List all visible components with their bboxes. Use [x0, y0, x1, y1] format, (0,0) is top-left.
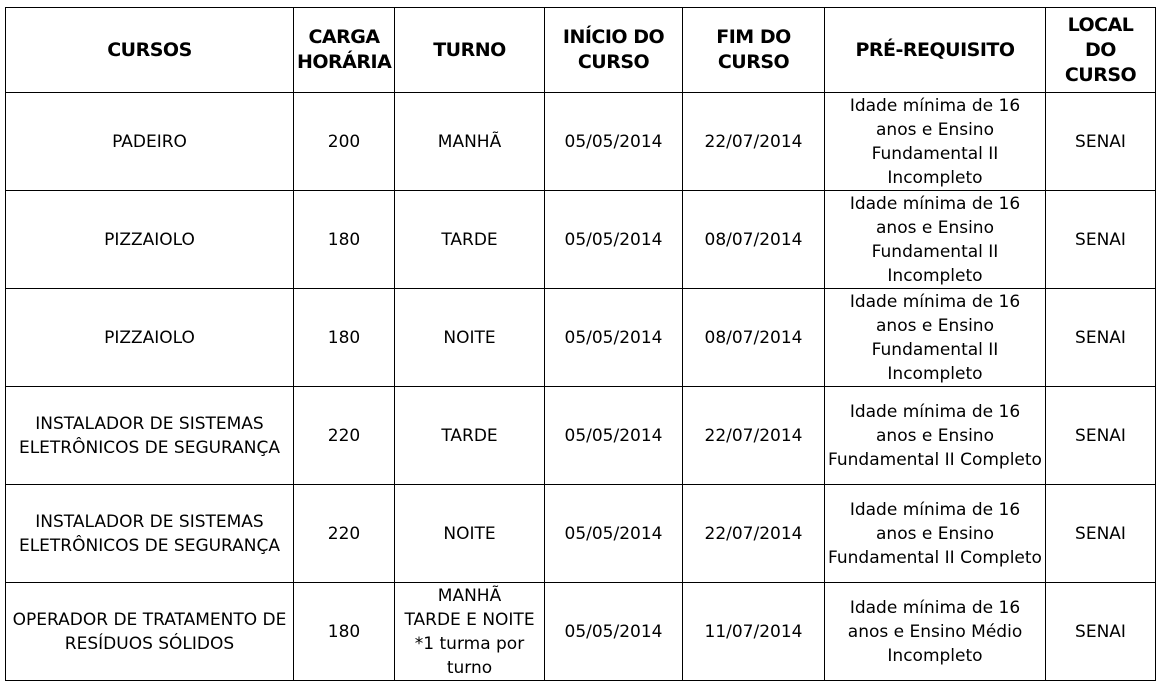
cell-fim: 08/07/2014: [683, 289, 825, 387]
courses-table: [5, 7, 1156, 681]
turno-line: TARDE E NOITE: [404, 609, 535, 630]
header-carga-horaria: CARGA HORÁRIA: [294, 8, 395, 93]
cell-local: SENAI: [1046, 583, 1156, 681]
cell-fim: 22/07/2014: [683, 93, 825, 191]
cell-curso: INSTALADOR DE SISTEMAS ELETRÔNICOS DE SEGURANÇA: [6, 485, 294, 583]
cell-curso: PIZZAIOLO: [6, 289, 294, 387]
cell-inicio: 05/05/2014: [545, 191, 683, 289]
cell-turno: TARDE: [395, 191, 545, 289]
table-row: [6, 191, 1156, 289]
table-row: [6, 289, 1156, 387]
cell-prerequisito: Idade mínima de 16 anos e Ensino Fundamental II Incompleto: [825, 93, 1046, 191]
header-pre-requisito: PRÉ-REQUISITO: [825, 8, 1046, 93]
cell-curso: PADEIRO: [6, 93, 294, 191]
cell-curso: PIZZAIOLO: [6, 191, 294, 289]
header-fim-do-curso: FIM DO CURSO: [683, 8, 825, 93]
table-row: [6, 93, 1156, 191]
cell-local: SENAI: [1046, 289, 1156, 387]
cell-fim: 22/07/2014: [683, 387, 825, 485]
cell-curso: INSTALADOR DE SISTEMAS ELETRÔNICOS DE SEGURANÇA: [6, 387, 294, 485]
cell-carga: 220: [294, 485, 395, 583]
cell-prerequisito: Idade mínima de 16 anos e Ensino Médio Incompleto: [825, 583, 1046, 681]
cell-carga: 180: [294, 583, 395, 681]
turno-line: MANHÃ: [437, 585, 502, 606]
cell-local: SENAI: [1046, 93, 1156, 191]
cell-turno: TARDE: [395, 387, 545, 485]
turno-note: *1 turma por turno: [414, 633, 525, 678]
cell-turno: NOITE: [395, 485, 545, 583]
cell-carga: 220: [294, 387, 395, 485]
cell-inicio: 05/05/2014: [545, 485, 683, 583]
header-turno: TURNO: [395, 8, 545, 93]
cell-local: SENAI: [1046, 387, 1156, 485]
cell-fim: 11/07/2014: [683, 583, 825, 681]
cell-turno: MANHÃ: [395, 93, 545, 191]
cell-prerequisito: Idade mínima de 16 anos e Ensino Fundamental II Incompleto: [825, 191, 1046, 289]
cell-inicio: 05/05/2014: [545, 583, 683, 681]
cell-carga: 200: [294, 93, 395, 191]
cell-fim: 22/07/2014: [683, 485, 825, 583]
cell-inicio: 05/05/2014: [545, 289, 683, 387]
cell-prerequisito: Idade mínima de 16 anos e Ensino Fundamental II Completo: [825, 485, 1046, 583]
cell-turno: [395, 583, 545, 681]
cell-carga: 180: [294, 289, 395, 387]
cell-inicio: 05/05/2014: [545, 93, 683, 191]
cell-carga: 180: [294, 191, 395, 289]
table-row: [6, 485, 1156, 583]
header-row: [6, 8, 1156, 93]
header-inicio-do-curso: INÍCIO DO CURSO: [545, 8, 683, 93]
header-cursos: CURSOS: [6, 8, 294, 93]
cell-prerequisito: Idade mínima de 16 anos e Ensino Fundamental II Completo: [825, 387, 1046, 485]
cell-fim: 08/07/2014: [683, 191, 825, 289]
cell-local: SENAI: [1046, 191, 1156, 289]
cell-turno: NOITE: [395, 289, 545, 387]
cell-prerequisito: Idade mínima de 16 anos e Ensino Fundamental II Incompleto: [825, 289, 1046, 387]
table-row: [6, 583, 1156, 681]
cell-curso: OPERADOR DE TRATAMENTO DE RESÍDUOS SÓLIDOS: [6, 583, 294, 681]
table-row: [6, 387, 1156, 485]
cell-inicio: 05/05/2014: [545, 387, 683, 485]
cell-local: SENAI: [1046, 485, 1156, 583]
header-local-do-curso: LOCAL DO CURSO: [1046, 8, 1156, 93]
